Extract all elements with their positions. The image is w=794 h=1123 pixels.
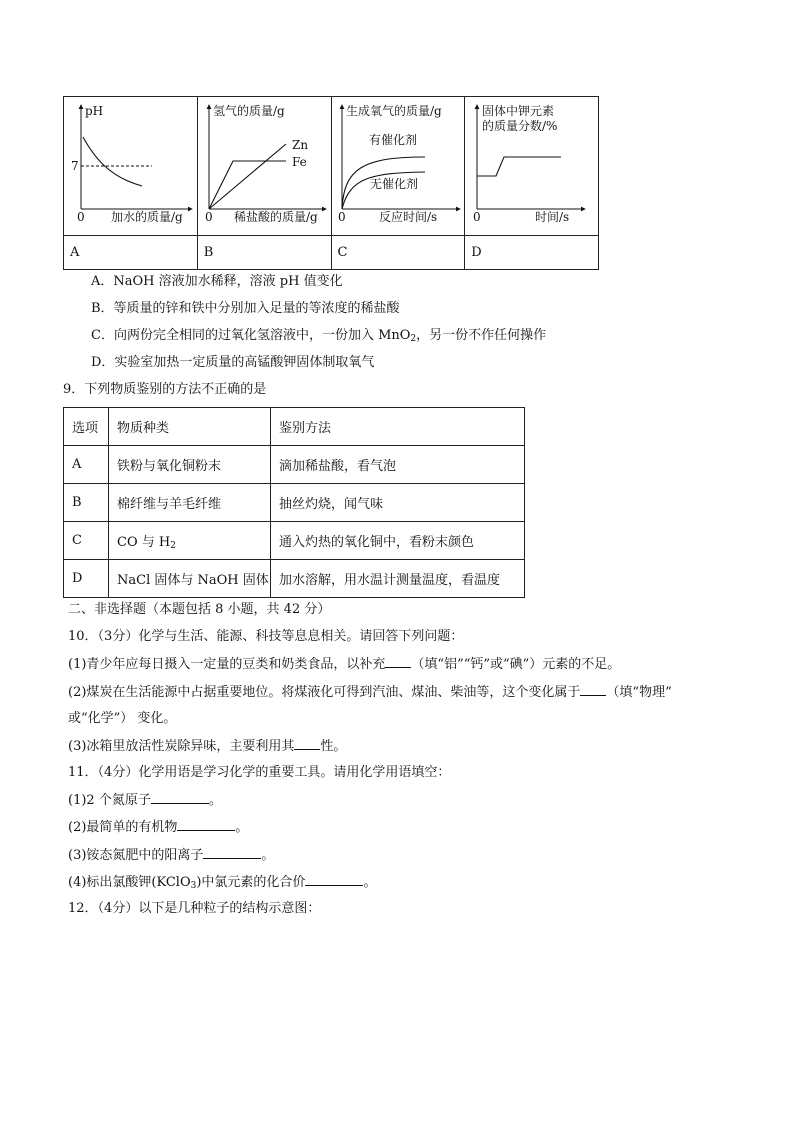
q11-item-3-end: 。 (261, 848, 275, 863)
q10-part-3 (68, 737, 346, 756)
q10-part-2-tail: （填“物理” (606, 685, 672, 700)
q8-option-c-text: C．向两份完全相同的过氧化氢溶液中，一份加入 MnO (91, 328, 411, 343)
q11-item-1 (68, 791, 222, 810)
x-axis-label: 时间/s (535, 210, 570, 224)
q10-part-2-text: (2)煤炭在生活能源中占据重要地位。将煤液化可得到汽油、煤油、柴油等，这个变化属于 (68, 685, 581, 700)
answer-blank[interactable] (151, 791, 209, 804)
table-row (64, 522, 525, 560)
zn-label: Zn (291, 138, 308, 152)
q11-item-1-text: (1)2 个氮原子 (68, 793, 151, 808)
q10-part-3-tail: 性。 (320, 739, 347, 754)
q10-part-1 (68, 655, 620, 674)
header-option: 选项 (64, 408, 109, 446)
potassium-fraction-line (477, 157, 561, 176)
row-a-substance: 铁粉与氧化铜粉末 (109, 446, 271, 484)
graph-b (197, 97, 331, 236)
table-row (64, 446, 525, 484)
row-d-substance: NaCl 固体与 NaOH 固体 (109, 560, 271, 598)
fe-label: Fe (291, 155, 307, 169)
row-a-option: A (64, 446, 109, 484)
graph-b-plot (198, 97, 331, 235)
row-d-option: D (64, 560, 109, 598)
q8-option-c-subscript: 2 (410, 334, 417, 344)
graph-a (64, 97, 198, 236)
x-axis-label: 稀盐酸的质量/g (233, 210, 318, 224)
q8-option-c (91, 327, 546, 348)
header-method: 鉴别方法 (271, 408, 525, 446)
y-axis-label: pH (85, 104, 104, 118)
q11-item-3 (68, 846, 274, 865)
table-row (64, 484, 525, 522)
q11-item-2 (68, 818, 248, 837)
row-c-subscript: 2 (170, 540, 176, 551)
q11-stem: 11．（4分）化学用语是学习化学的重要工具。请用化学用语填空： (68, 765, 451, 780)
x-axis-label: 反应时间/s (378, 210, 437, 224)
q10-part-2-continued: 或“化学”） 变化。 (68, 711, 177, 726)
origin-label: 0 (77, 210, 85, 224)
y-axis-label-line-1: 固体中钾元素 (482, 104, 555, 118)
ph-7-label: 7 (71, 159, 79, 173)
answer-blank[interactable] (305, 873, 363, 886)
q8-option-c-tail: ，另一份不作任何操作 (416, 328, 547, 343)
without-catalyst-label: 无催化剂 (369, 177, 418, 191)
q10-part-3-text: (3)冰箱里放活性炭除异味，主要利用其 (68, 739, 295, 754)
q12-stem: 12．（4分）以下是几种粒子的结构示意图： (68, 901, 321, 916)
row-c-method: 通入灼热的氧化铜中，看粉末颜色 (271, 522, 525, 560)
answer-blank[interactable] (385, 655, 411, 668)
q11-item-4 (68, 873, 376, 895)
ph-curve (83, 137, 142, 186)
graph-c-caption: C (331, 236, 465, 270)
row-c-substance-text: CO 与 H (117, 534, 171, 550)
q10-part-1-text: (1)青少年应每日摄入一定量的豆类和奶类食品，以补充 (68, 657, 386, 672)
row-c-option: C (64, 522, 109, 560)
y-axis-label-line-2: 的质量分数/% (482, 119, 558, 133)
graph-c (331, 97, 465, 236)
x-axis-label: 加水的质量/g (111, 210, 183, 224)
graph-a-caption: A (64, 236, 198, 270)
q10-stem: 10．（3分）化学与生活、能源、科技等息息相关。请回答下列问题： (68, 629, 464, 644)
row-b-option: B (64, 484, 109, 522)
graph-d (465, 97, 599, 236)
answer-blank[interactable] (580, 683, 606, 696)
fe-line (209, 161, 286, 209)
q11-item-4-text-tail: )中氯元素的化合价 (196, 875, 306, 890)
q9-table (63, 407, 525, 598)
answer-blank[interactable] (294, 737, 320, 750)
q11-item-4-text: (4)标出氯酸钾(KClO (68, 875, 191, 890)
y-axis-label: 生成氧气的质量/g (345, 104, 442, 118)
row-b-method: 抽丝灼烧，闻气味 (271, 484, 525, 522)
graph-d-caption: D (465, 236, 599, 270)
answer-blank[interactable] (177, 818, 235, 831)
graph-b-caption: B (197, 236, 331, 270)
table-row (64, 560, 525, 598)
q11-item-4-subscript: 3 (190, 881, 197, 891)
q11-item-4-end: 。 (363, 875, 377, 890)
q11-item-1-end: 。 (208, 793, 222, 808)
q11-item-2-text: (2)最简单的有机物 (68, 820, 178, 835)
with-catalyst-label: 有催化剂 (368, 133, 417, 147)
q10-part-2 (68, 683, 672, 702)
q11-item-2-end: 。 (235, 820, 249, 835)
q9-stem: 9．下列物质鉴别的方法不正确的是 (63, 382, 267, 397)
section-2-heading: 二、非选择题（本题包括 8 小题，共 42 分） (68, 602, 331, 617)
q8-option-d: D．实验室加热一定质量的高锰酸钾固体制取氧气 (91, 355, 375, 370)
q11-item-3-text: (3)铵态氮肥中的阳离子 (68, 848, 204, 863)
row-a-method: 滴加稀盐酸，看气泡 (271, 446, 525, 484)
origin-label: 0 (337, 210, 346, 224)
origin-label: 0 (204, 210, 213, 224)
origin-label: 0 (473, 210, 481, 224)
q10-part-1-tail: （填“铝”“钙”或“碘”）元素的不足。 (411, 657, 621, 672)
graph-d-plot (465, 97, 589, 235)
row-d-method: 加水溶解，用水温计测量温度，看温度 (271, 560, 525, 598)
header-substance: 物质种类 (109, 408, 271, 446)
q8-option-a: A．NaOH 溶液加水稀释，溶液 pH 值变化 (91, 274, 343, 289)
graph-a-plot (64, 97, 197, 235)
zn-line (209, 144, 286, 209)
graph-c-plot (332, 97, 465, 235)
row-b-substance: 棉纤维与羊毛纤维 (109, 484, 271, 522)
q8-option-b: B．等质量的锌和铁中分别加入足量的等浓度的稀盐酸 (91, 301, 400, 316)
table-header-row (64, 408, 525, 446)
y-axis-label: 氢气的质量/g (212, 104, 285, 118)
q8-graph-table (63, 96, 599, 270)
answer-blank[interactable] (203, 846, 261, 859)
row-c-substance (109, 522, 271, 560)
